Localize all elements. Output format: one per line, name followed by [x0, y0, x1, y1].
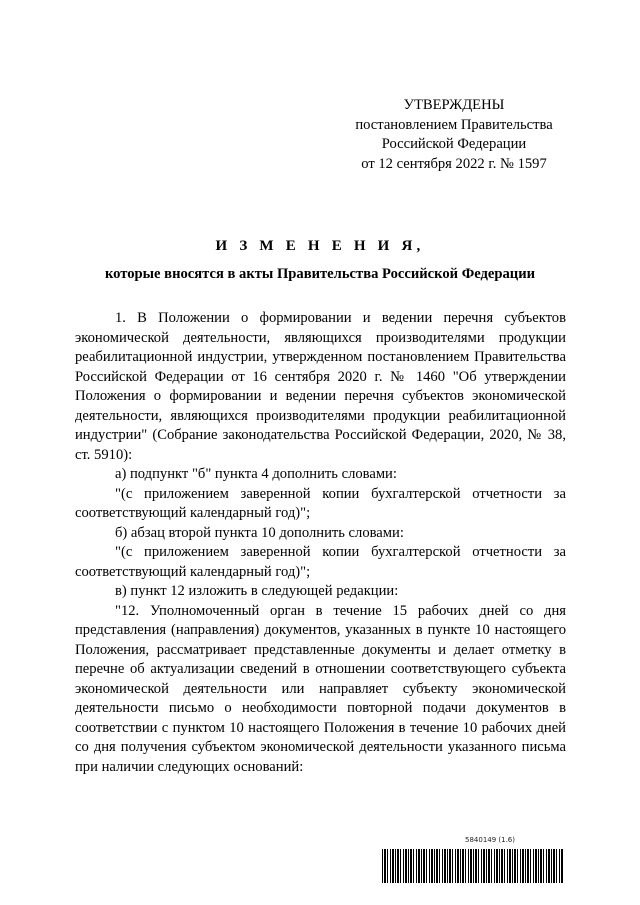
paragraph: 1. В Положении о формировании и ведении перечня субъектов экономической деятельности, являющихся производителями продукции реабилитационной индустрии, утвержденном постановлением Правительства Российской Федерации от 16 сентября 2020 г. № 1460 "Об утверждении Положения о формировании и ведении перечня субъектов экономической деятельности, являющихся производителями продукции реабилитационной индустрии" (Собрание законодательства Российской Федерации, 2020, № 38, ст. 5910): — [75, 310, 566, 463]
document-heading: И З М Е Н Е Н И Я, — [215, 238, 425, 254]
paragraph: "12. Уполномоченный орган в течение 15 рабочих дней со дня представления (направления) документов, указанных в пункте 10 настоящего Положения, рассматривает представленные документы и делает отметку в перечне об актуализации сведений в отношении соответствующего субъекта экономической деятельности или направляет субъекту экономической деятельности письмо о необходимости повторной подачи документов в соответствии с пунктом 10 настоящего Положения в течение 10 рабочих дней со дня получения субъектом экономической деятельности указанного письма при наличии следующих оснований: — [75, 602, 566, 775]
approval-title: УТВЕРЖДЕНЫ — [403, 97, 505, 113]
barcode-label: 5840149 (1.6) — [465, 836, 515, 844]
document-body — [75, 309, 566, 777]
paragraph: б) абзац второй пункта 10 дополнить словами: — [115, 524, 404, 541]
approval-stamp — [330, 96, 578, 174]
approval-date-number: от 12 сентября 2022 г. № 1597 — [361, 155, 547, 172]
paragraph: "(с приложением заверенной копии бухгалтерской отчетности за соответствующий календарный год)"; — [75, 485, 566, 521]
barcode-icon — [382, 849, 564, 883]
document-barcode — [382, 836, 564, 884]
paragraph: в) пункт 12 изложить в следующей редакции: — [115, 583, 399, 599]
approval-country: Российской Федерации — [381, 136, 527, 152]
approval-authority: постановлением Правительства — [355, 116, 553, 133]
document-title — [80, 236, 560, 284]
document-subheading: которые вносятся в акты Правительства Российской Федерации — [104, 266, 536, 282]
paragraph: "(с приложением заверенной копии бухгалтерской отчетности за соответствующий календарный год)"; — [75, 544, 566, 580]
paragraph: а) подпункт "б" пункта 4 дополнить словами: — [115, 466, 397, 482]
